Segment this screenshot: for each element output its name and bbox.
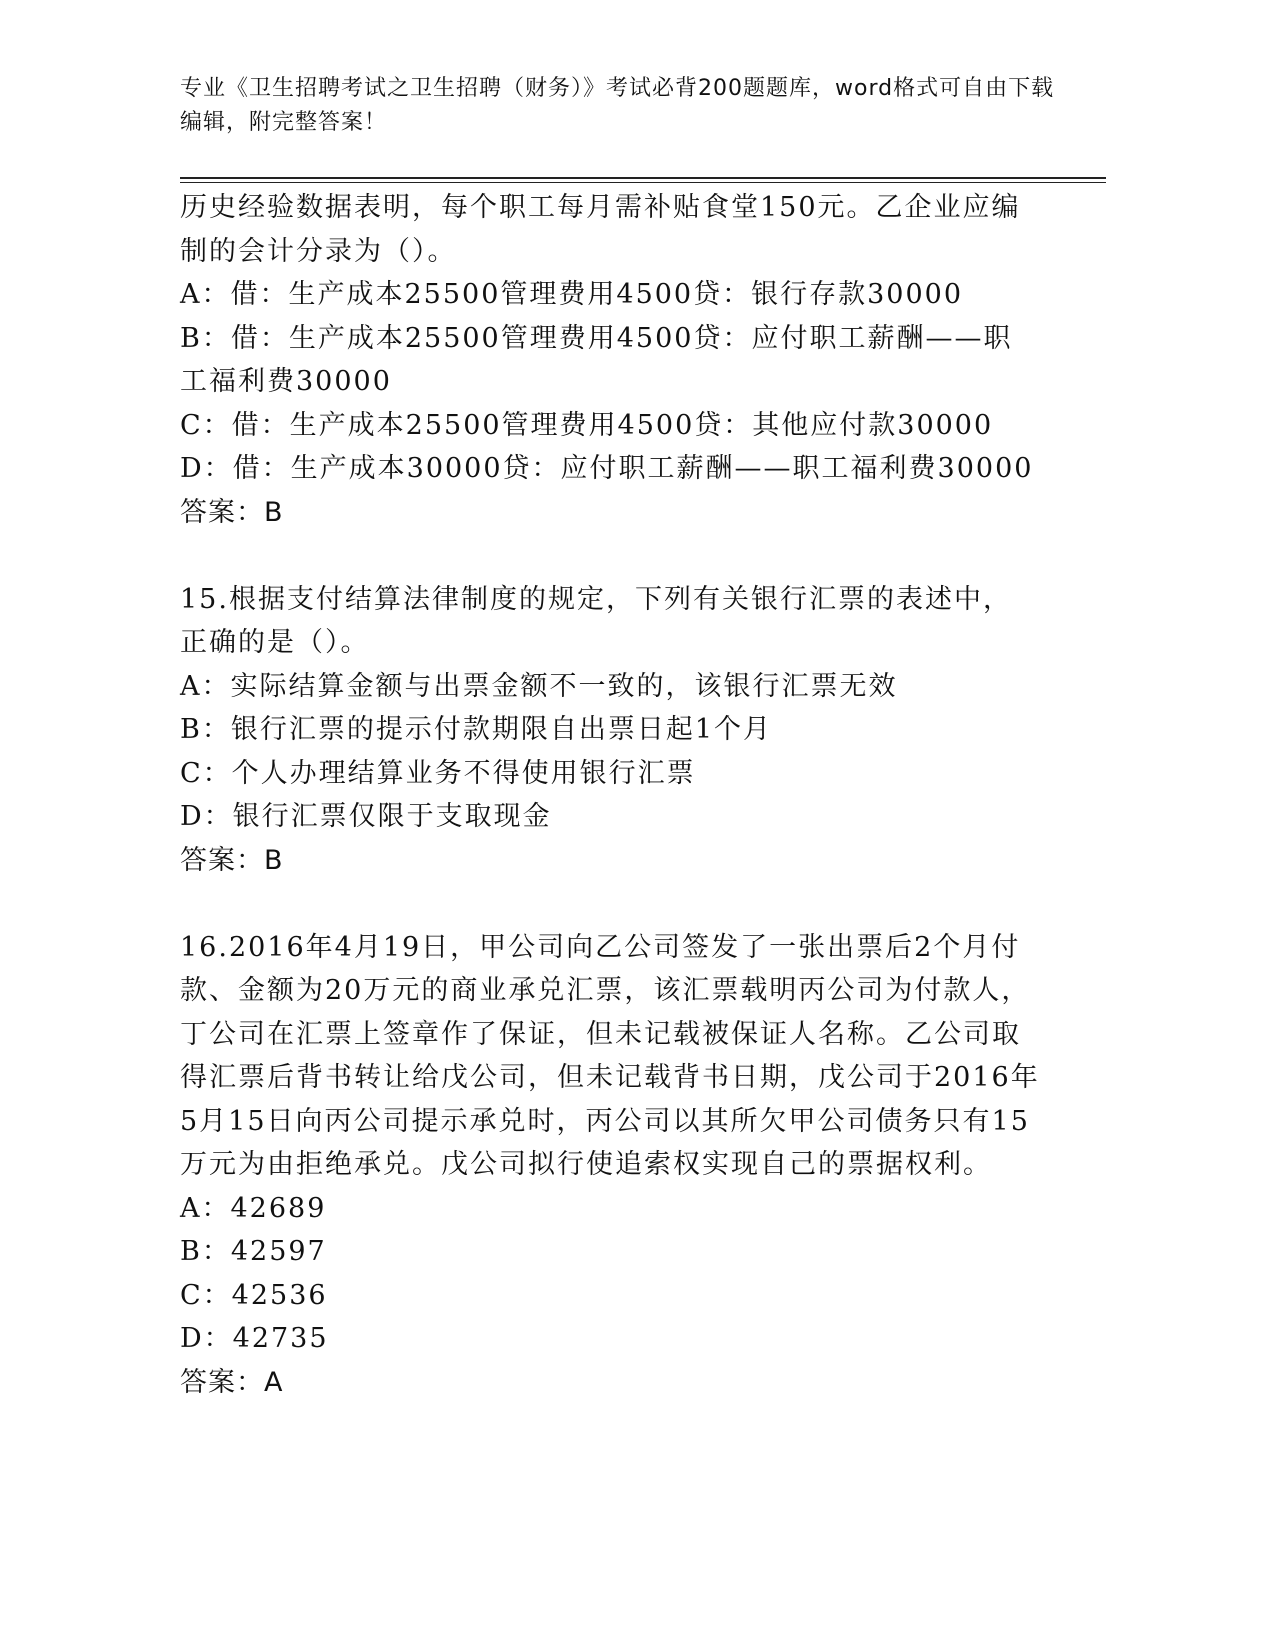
option-c: C：借：生产成本25500管理费用4500贷：其他应付款30000 <box>180 409 994 441</box>
option-d: D：42735 <box>180 1323 329 1354</box>
question-stem: 15.根据支付结算法律制度的规定，下列有关银行汇票的表述中，正确的是（）。 <box>180 583 1012 658</box>
answer-line: 答案：B <box>180 844 284 876</box>
spacer <box>180 534 1040 578</box>
option-d: D：银行汇票仅限于支取现金 <box>180 801 552 832</box>
question-14 <box>180 186 1040 534</box>
spacer <box>180 882 1040 926</box>
option-d: D：借：生产成本30000贷：应付职工薪酬——职工福利费30000 <box>180 453 1034 484</box>
answer-line: 答案：B <box>180 496 284 528</box>
answer-line: 答案：A <box>180 1366 284 1398</box>
header-divider-thin <box>180 182 1106 183</box>
option-b: B：借：生产成本25500管理费用4500贷：应付职工薪酬——职工福利费30000 <box>180 322 1013 397</box>
question-stem: 历史经验数据表明，每个职工每月需补贴食堂150元。乙企业应编制的会计分录为（）。 <box>180 192 1021 267</box>
option-a: A：实际结算金额与出票金额不一致的，该银行汇票无效 <box>180 670 898 702</box>
option-a: A：42689 <box>180 1192 327 1224</box>
option-b: B：银行汇票的提示付款期限自出票日起1个月 <box>180 714 773 745</box>
question-stem: 16.2016年4月19日，甲公司向乙公司签发了一张出票后2个月付款、金额为20万元的商业承兑汇票，该汇票载明丙公司为付款人，丁公司在汇票上签章作了保证，但未记载被保证人名称。乙公司取得汇票后背书转让给戊公司，但未记载背书日期，戊公司于2016年5月15日向丙公司提示承兑时，丙公司以其所欠甲公司债务只有15万元为由拒绝承兑。戊公司拟行使追索权实现自己的票据权利。 <box>180 931 1040 1180</box>
option-b: B：42597 <box>180 1236 327 1267</box>
option-a: A：借：生产成本25500管理费用4500贷：银行存款30000 <box>180 279 963 310</box>
option-c: C：个人办理结算业务不得使用银行汇票 <box>180 757 696 789</box>
header-divider-thick <box>180 177 1106 179</box>
document-header: 专业《卫生招聘考试之卫生招聘（财务）》考试必背200题题库，word格式可自由下载编辑，附完整答案！ <box>180 76 1055 135</box>
question-16 <box>180 926 1040 1405</box>
question-15 <box>180 578 1040 883</box>
option-c: C：42536 <box>180 1279 328 1311</box>
document-body <box>180 186 1040 1404</box>
